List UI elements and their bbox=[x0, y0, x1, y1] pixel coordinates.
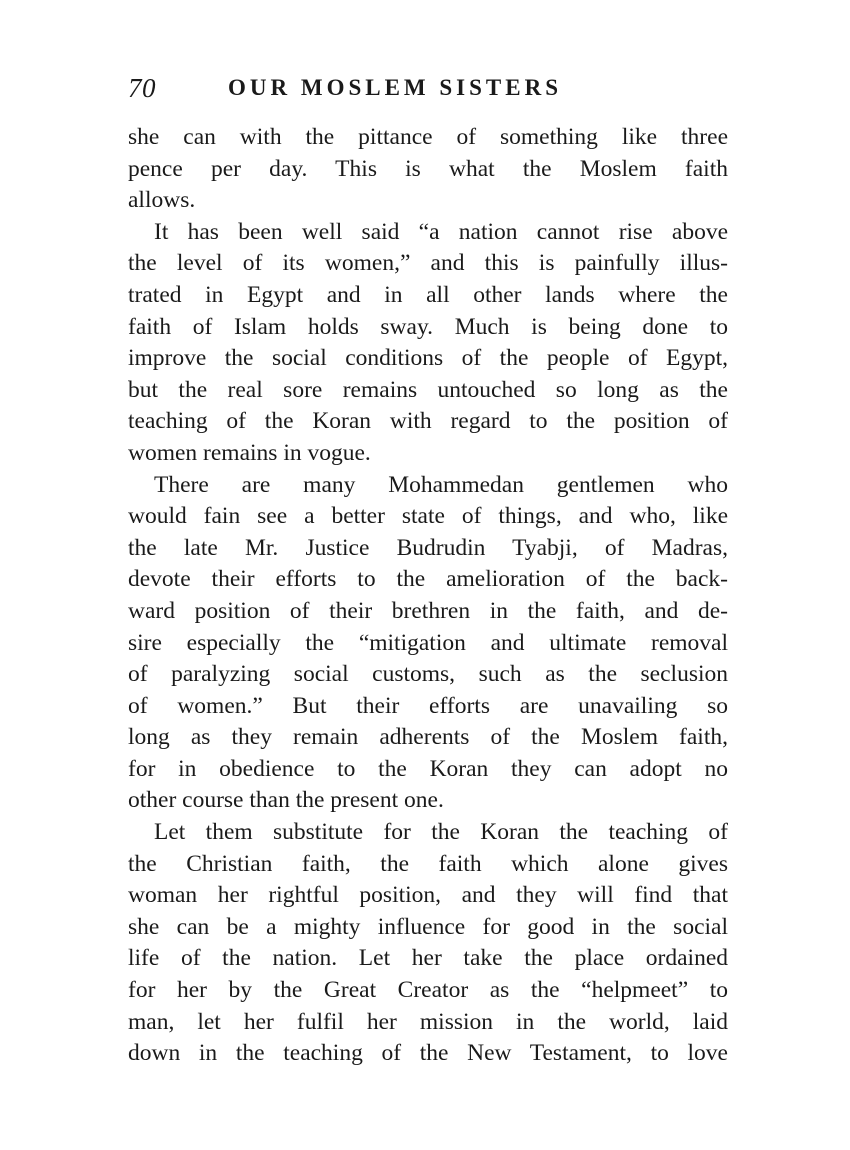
text-line: sire especially the “mitigation and ultimate removal bbox=[128, 629, 728, 656]
running-title: OUR MOSLEM SISTERS bbox=[228, 75, 563, 100]
body-text bbox=[128, 122, 728, 1070]
text-line: but the real sore remains untouched so long as the bbox=[128, 376, 728, 403]
page-number: 70 bbox=[128, 73, 156, 103]
text-line: Let them substitute for the Koran the teaching of bbox=[154, 819, 728, 846]
text-line: for her by the Great Creator as the “helpmeet” to bbox=[128, 977, 728, 1004]
text-line: long as they remain adherents of the Moslem faith, bbox=[128, 724, 728, 751]
text-line: the Christian faith, the faith which alone gives bbox=[128, 850, 728, 877]
text-line: would fain see a better state of things, and who, like bbox=[128, 503, 728, 530]
text-line: faith of Islam holds sway. Much is being done to bbox=[128, 313, 728, 340]
text-line: for in obedience to the Koran they can adopt no bbox=[128, 755, 728, 782]
text-line: man, let her fulfil her mission in the world, laid bbox=[128, 1008, 728, 1035]
text-line: she can be a mighty influence for good in the social bbox=[128, 913, 728, 940]
text-line: other course than the present one. bbox=[128, 787, 444, 814]
text-line: women remains in vogue. bbox=[128, 439, 371, 466]
text-line: of paralyzing social customs, such as the seclusion bbox=[128, 661, 728, 688]
text-line: allows. bbox=[128, 187, 196, 214]
text-line: trated in Egypt and in all other lands where the bbox=[128, 281, 728, 308]
text-line: It has been well said “a nation cannot rise above bbox=[154, 218, 728, 245]
text-line: pence per day. This is what the Moslem faith bbox=[128, 155, 728, 182]
text-line: teaching of the Koran with regard to the position of bbox=[128, 408, 728, 435]
text-line: of women.” But their efforts are unavailing so bbox=[128, 692, 728, 719]
running-head bbox=[128, 68, 728, 108]
text-line: There are many Mohammedan gentlemen who bbox=[154, 471, 728, 498]
text-line: devote their efforts to the amelioration of the back- bbox=[128, 566, 728, 593]
text-line: down in the teaching of the New Testament, to love bbox=[128, 1040, 728, 1067]
text-line: life of the nation. Let her take the place ordained bbox=[128, 945, 728, 972]
text-line: the level of its women,” and this is painfully illus- bbox=[128, 250, 728, 277]
text-line: improve the social conditions of the people of Egypt, bbox=[128, 345, 728, 372]
text-line: ward position of their brethren in the faith, and de- bbox=[128, 597, 728, 624]
text-line: she can with the pittance of something like three bbox=[128, 124, 728, 150]
text-line: woman her rightful position, and they will find that bbox=[128, 882, 728, 909]
text-line: the late Mr. Justice Budrudin Tyabji, of Madras, bbox=[128, 534, 728, 561]
